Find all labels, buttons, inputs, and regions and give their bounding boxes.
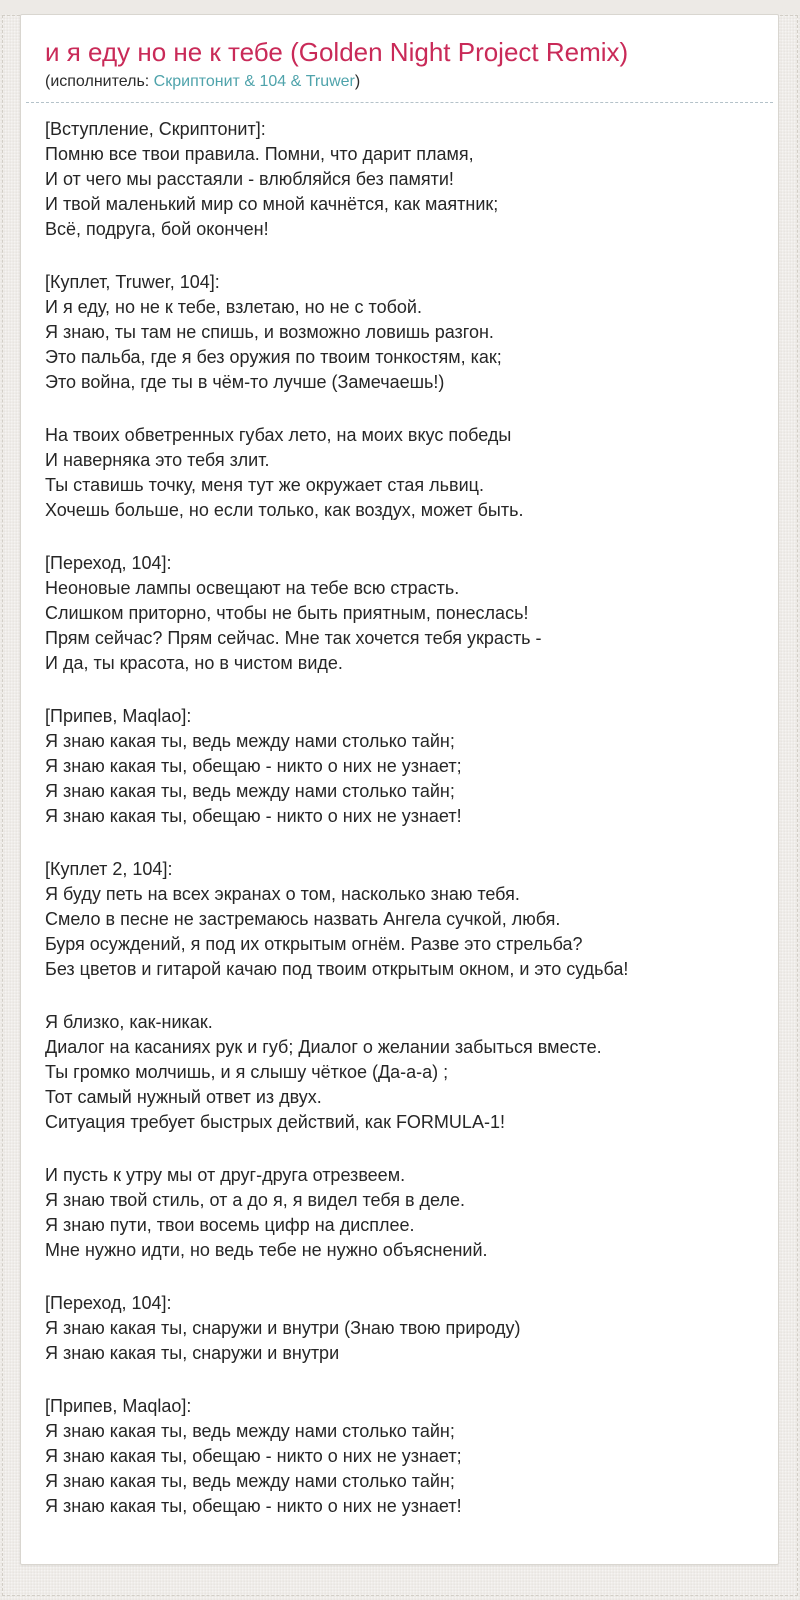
- lyric-line: И да, ты красота, но в чистом виде.: [45, 653, 343, 673]
- lyric-line: Я знаю твой стиль, от а до я, я видел тебя в деле.: [45, 1190, 465, 1210]
- lyric-line: Неоновые лампы освещают на тебе всю страсть.: [45, 578, 460, 598]
- lyric-line: Прям сейчас? Прям сейчас. Мне так хочется тебя украсть -: [45, 628, 542, 648]
- stanza: [45, 117, 754, 242]
- lyric-line: Тот самый нужный ответ из двух.: [45, 1087, 322, 1107]
- lyric-line: [Припев, Maqlao]:: [45, 1396, 192, 1416]
- lyric-line: [Вступление, Скриптонит]:: [45, 119, 266, 139]
- lyric-line: [Куплет 2, 104]:: [45, 859, 173, 879]
- lyrics-text: [26, 103, 773, 1564]
- lyric-line: Я знаю какая ты, ведь между нами столько тайн;: [45, 1471, 455, 1491]
- lyric-line: Смело в песне не застремаюсь назвать Ангела сучкой, любя.: [45, 909, 561, 929]
- stanza: [45, 704, 754, 829]
- lyric-line: Я знаю какая ты, снаружи и внутри: [45, 1343, 340, 1363]
- lyric-line: Я знаю, ты там не спишь, и возможно ловишь разгон.: [45, 322, 494, 342]
- lyric-line: Всё, подруга, бой окончен!: [45, 219, 269, 239]
- lyric-line: Я знаю какая ты, обещаю - никто о них не узнает!: [45, 806, 462, 826]
- lyric-line: Я знаю какая ты, ведь между нами столько тайн;: [45, 1421, 455, 1441]
- stanza: [45, 270, 754, 395]
- lyric-line: Диалог на касаниях рук и губ; Диалог о желании забыться вместе.: [45, 1037, 602, 1057]
- lyric-line: И наверняка это тебя злит.: [45, 450, 270, 470]
- lyric-line: Я знаю какая ты, обещаю - никто о них не узнает!: [45, 1496, 462, 1516]
- lyric-line: Мне нужно идти, но ведь тебе не нужно объяснений.: [45, 1240, 488, 1260]
- lyric-line: Ситуация требует быстрых действий, как FORMULA-1!: [45, 1112, 505, 1132]
- song-title: и я еду но не к тебе (Golden Night Project Remix): [45, 37, 629, 67]
- lyric-line: Я знаю какая ты, ведь между нами столько тайн;: [45, 731, 455, 751]
- lyric-line: Буря осуждений, я под их открытым огнём. Разве это стрельба?: [45, 934, 583, 954]
- lyric-line: Я знаю какая ты, обещаю - никто о них не узнает;: [45, 756, 462, 776]
- stanza: [45, 423, 754, 523]
- lyric-line: Я буду петь на всех экранах о том, насколько знаю тебя.: [45, 884, 520, 904]
- lyric-line: И я еду, но не к тебе, взлетаю, но не с тобой.: [45, 297, 422, 317]
- lyric-line: [Припев, Maqlao]:: [45, 706, 192, 726]
- stanza: [45, 1163, 754, 1263]
- lyrics-card: [20, 14, 779, 1565]
- lyric-line: И от чего мы расстаяли - влюбляйся без памяти!: [45, 169, 454, 189]
- lyric-line: Ты громко молчишь, и я слышу чёткое (Да-а-а) ;: [45, 1062, 449, 1082]
- stanza: [45, 551, 754, 676]
- lyric-line: И пусть к утру мы от друг-друга отрезвеем.: [45, 1165, 406, 1185]
- lyric-line: Это война, где ты в чём-то лучше (Замечаешь!): [45, 372, 445, 392]
- lyric-line: Ты ставишь точку, меня тут же окружает стая львиц.: [45, 475, 484, 495]
- stanza: [45, 857, 754, 982]
- lyric-line: Я знаю какая ты, ведь между нами столько тайн;: [45, 781, 455, 801]
- stanza: [45, 1291, 754, 1366]
- artist-link[interactable]: Скриптонит & 104 & Truwer: [153, 73, 355, 90]
- stanza: [45, 1010, 754, 1135]
- lyric-line: [Куплет, Truwer, 104]:: [45, 272, 220, 292]
- lyric-line: Я знаю какая ты, снаружи и внутри (Знаю твою природу): [45, 1318, 521, 1338]
- artist-line: [45, 71, 754, 93]
- lyric-line: [Переход, 104]:: [45, 553, 172, 573]
- lyric-line: И твой маленький мир со мной качнётся, как маятник;: [45, 194, 499, 214]
- lyric-line: Хочешь больше, но если только, как воздух, может быть.: [45, 500, 524, 520]
- artist-label: (исполнитель:: [45, 73, 154, 90]
- lyric-line: Это пальба, где я без оружия по твоим тонкостям, как;: [45, 347, 502, 367]
- lyric-line: Помню все твои правила. Помни, что дарит пламя,: [45, 144, 474, 164]
- lyric-line: [Переход, 104]:: [45, 1293, 172, 1313]
- song-header: [26, 15, 773, 103]
- lyric-line: Без цветов и гитарой качаю под твоим открытым окном, и это судьба!: [45, 959, 629, 979]
- lyric-line: Я знаю какая ты, обещаю - никто о них не узнает;: [45, 1446, 462, 1466]
- lyric-line: Слишком приторно, чтобы не быть приятным, понеслась!: [45, 603, 529, 623]
- lyric-line: Я близко, как-никак.: [45, 1012, 213, 1032]
- artist-suffix: ): [354, 73, 361, 90]
- stanza: [45, 1394, 754, 1519]
- lyric-line: На твоих обветренных губах лето, на моих вкус победы: [45, 425, 512, 445]
- lyric-line: Я знаю пути, твои восемь цифр на дисплее.: [45, 1215, 415, 1235]
